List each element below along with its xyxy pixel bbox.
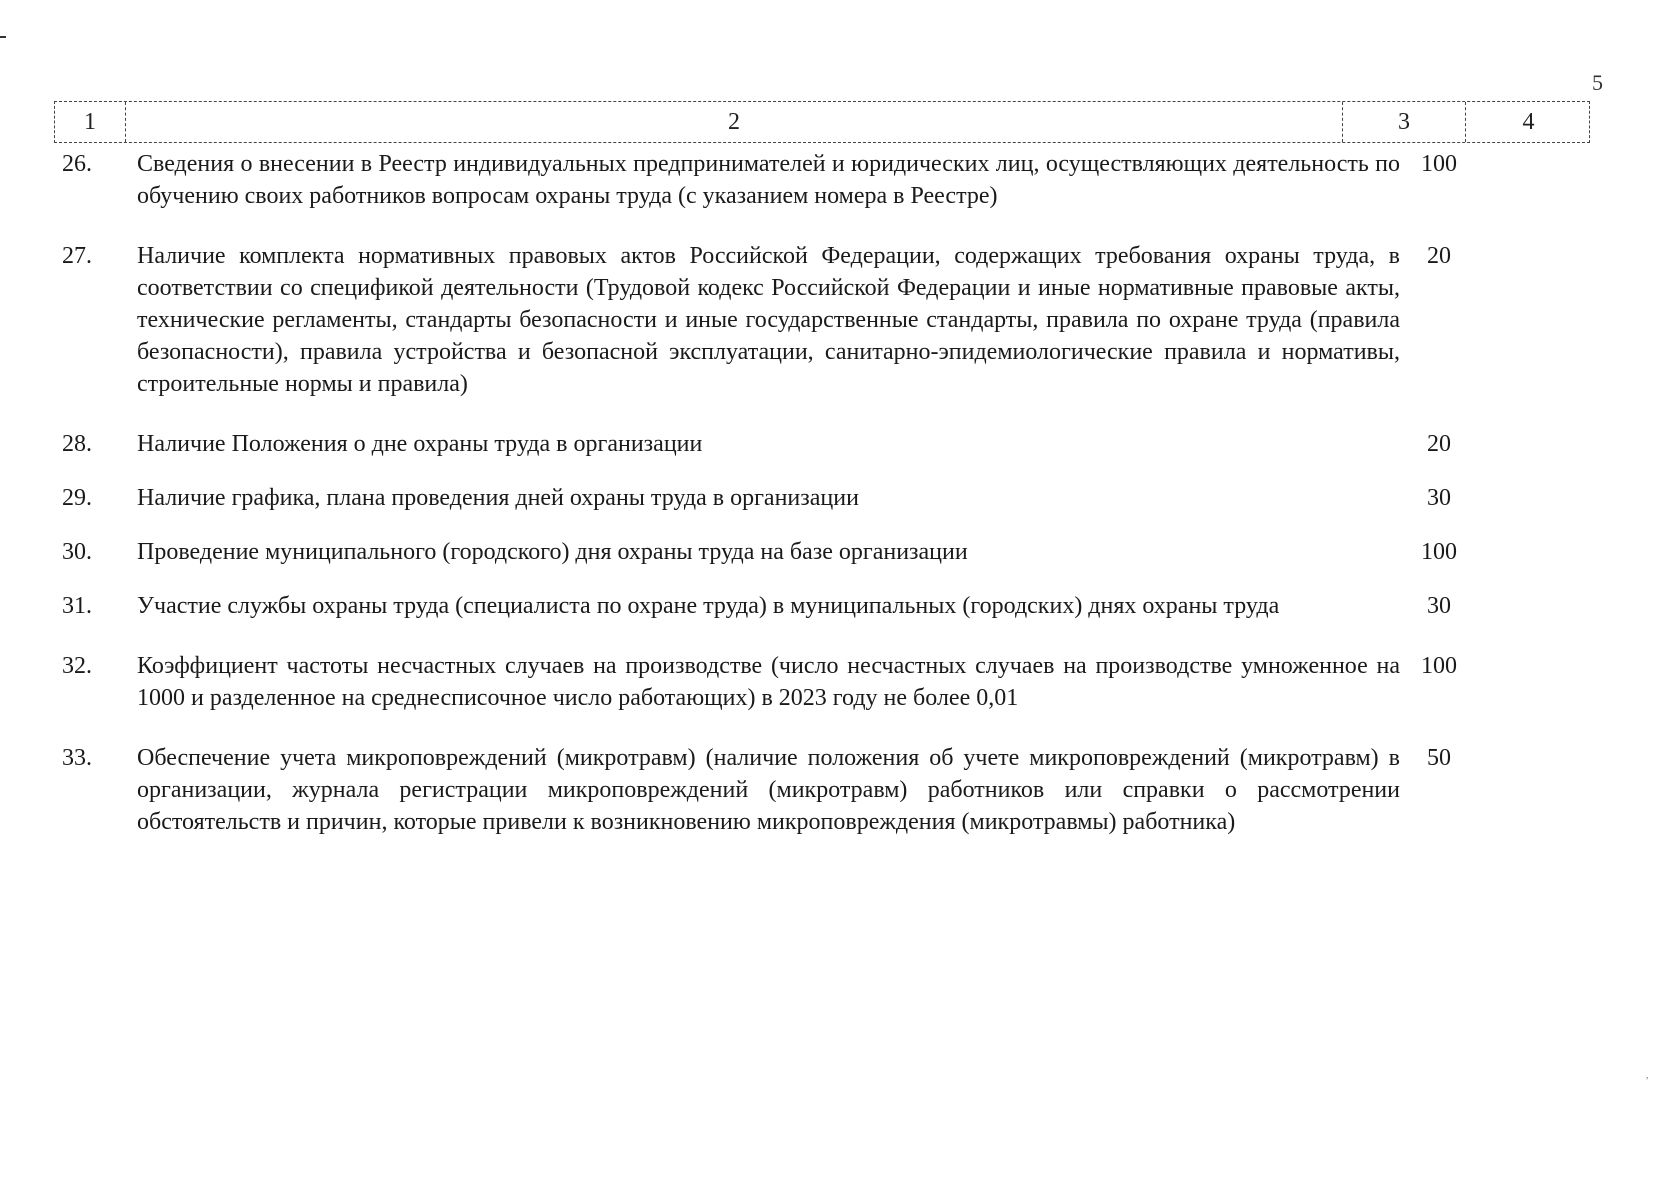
header-cell-2: 2 bbox=[126, 102, 1343, 142]
page-number: 5 bbox=[1592, 70, 1603, 95]
row-number: 27. bbox=[62, 243, 92, 269]
row-number: 28. bbox=[62, 431, 92, 457]
row-points: 100 bbox=[1421, 539, 1457, 565]
row-description: Участие службы охраны труда (специалиста по охране труда) в муниципальных (городских) днях охраны труда bbox=[137, 593, 1280, 619]
table-body bbox=[62, 148, 1582, 838]
row-description: Проведение муниципального (городского) дня охраны труда на базе организации bbox=[137, 539, 968, 565]
header-cell-1: 1 bbox=[55, 102, 126, 142]
row-number: 26. bbox=[62, 151, 92, 177]
row-description: Обеспечение учета микроповреждений (микротравм) (наличие положения об учете микроповреждений (микротравм) в организации, журнала регистрации микроповреждений (микротравм) работников или справки о рассмотрении обстоятельств и причин, которые привели к возникновению микроповреждения (микротравмы) работника) bbox=[137, 745, 1400, 835]
row-number: 33. bbox=[62, 745, 92, 771]
table-row bbox=[62, 650, 1582, 714]
table-row bbox=[62, 590, 1582, 622]
row-points: 50 bbox=[1427, 745, 1451, 771]
row-description: Сведения о внесении в Реестр индивидуальных предпринимателей и юридических лиц, осуществляющих деятельность по обучению своих работников вопросам охраны труда (с указанием номера в Реестре) bbox=[137, 151, 1400, 209]
scan-corner-mark bbox=[0, 36, 6, 38]
table-row bbox=[62, 482, 1582, 514]
table-row bbox=[62, 148, 1582, 212]
row-number: 31. bbox=[62, 593, 92, 619]
row-points: 30 bbox=[1427, 593, 1451, 619]
row-number: 29. bbox=[62, 485, 92, 511]
header-cell-4: 4 bbox=[1522, 109, 1535, 135]
table-row bbox=[62, 536, 1582, 568]
row-points: 100 bbox=[1421, 653, 1457, 679]
header-cell-3: 3 bbox=[1343, 102, 1466, 142]
row-number: 30. bbox=[62, 539, 92, 565]
row-description: Наличие комплекта нормативных правовых актов Российской Федерации, содержащих требования охраны труда, в соответствии со спецификой деятельности (Трудовой кодекс Российской Федерации и иные нормативные правовые акты, технические регламенты, стандарты безопасности и иные государственные стандарты, правила по охране труда (правила безопасности), правила устройства и безопасной эксплуатации, санитарно-эпидемиологические правила и нормативы, строительные нормы и правила) bbox=[137, 243, 1400, 397]
row-points: 100 bbox=[1421, 151, 1457, 177]
row-number: 32. bbox=[62, 653, 92, 679]
row-points: 20 bbox=[1427, 431, 1451, 457]
scan-speck: , bbox=[1646, 1070, 1649, 1081]
row-description: Наличие графика, плана проведения дней охраны труда в организации bbox=[137, 485, 859, 511]
table-row bbox=[62, 240, 1582, 400]
table-header-row bbox=[54, 101, 1590, 143]
row-points: 20 bbox=[1427, 243, 1451, 269]
table-row bbox=[62, 742, 1582, 838]
row-description: Коэффициент частоты несчастных случаев на производстве (число несчастных случаев на производстве умноженное на 1000 и разделенное на среднесписочное число работающих) в 2023 году не более 0,01 bbox=[137, 653, 1400, 711]
row-points: 30 bbox=[1427, 485, 1451, 511]
row-description: Наличие Положения о дне охраны труда в организации bbox=[137, 431, 703, 457]
table-row bbox=[62, 428, 1582, 460]
